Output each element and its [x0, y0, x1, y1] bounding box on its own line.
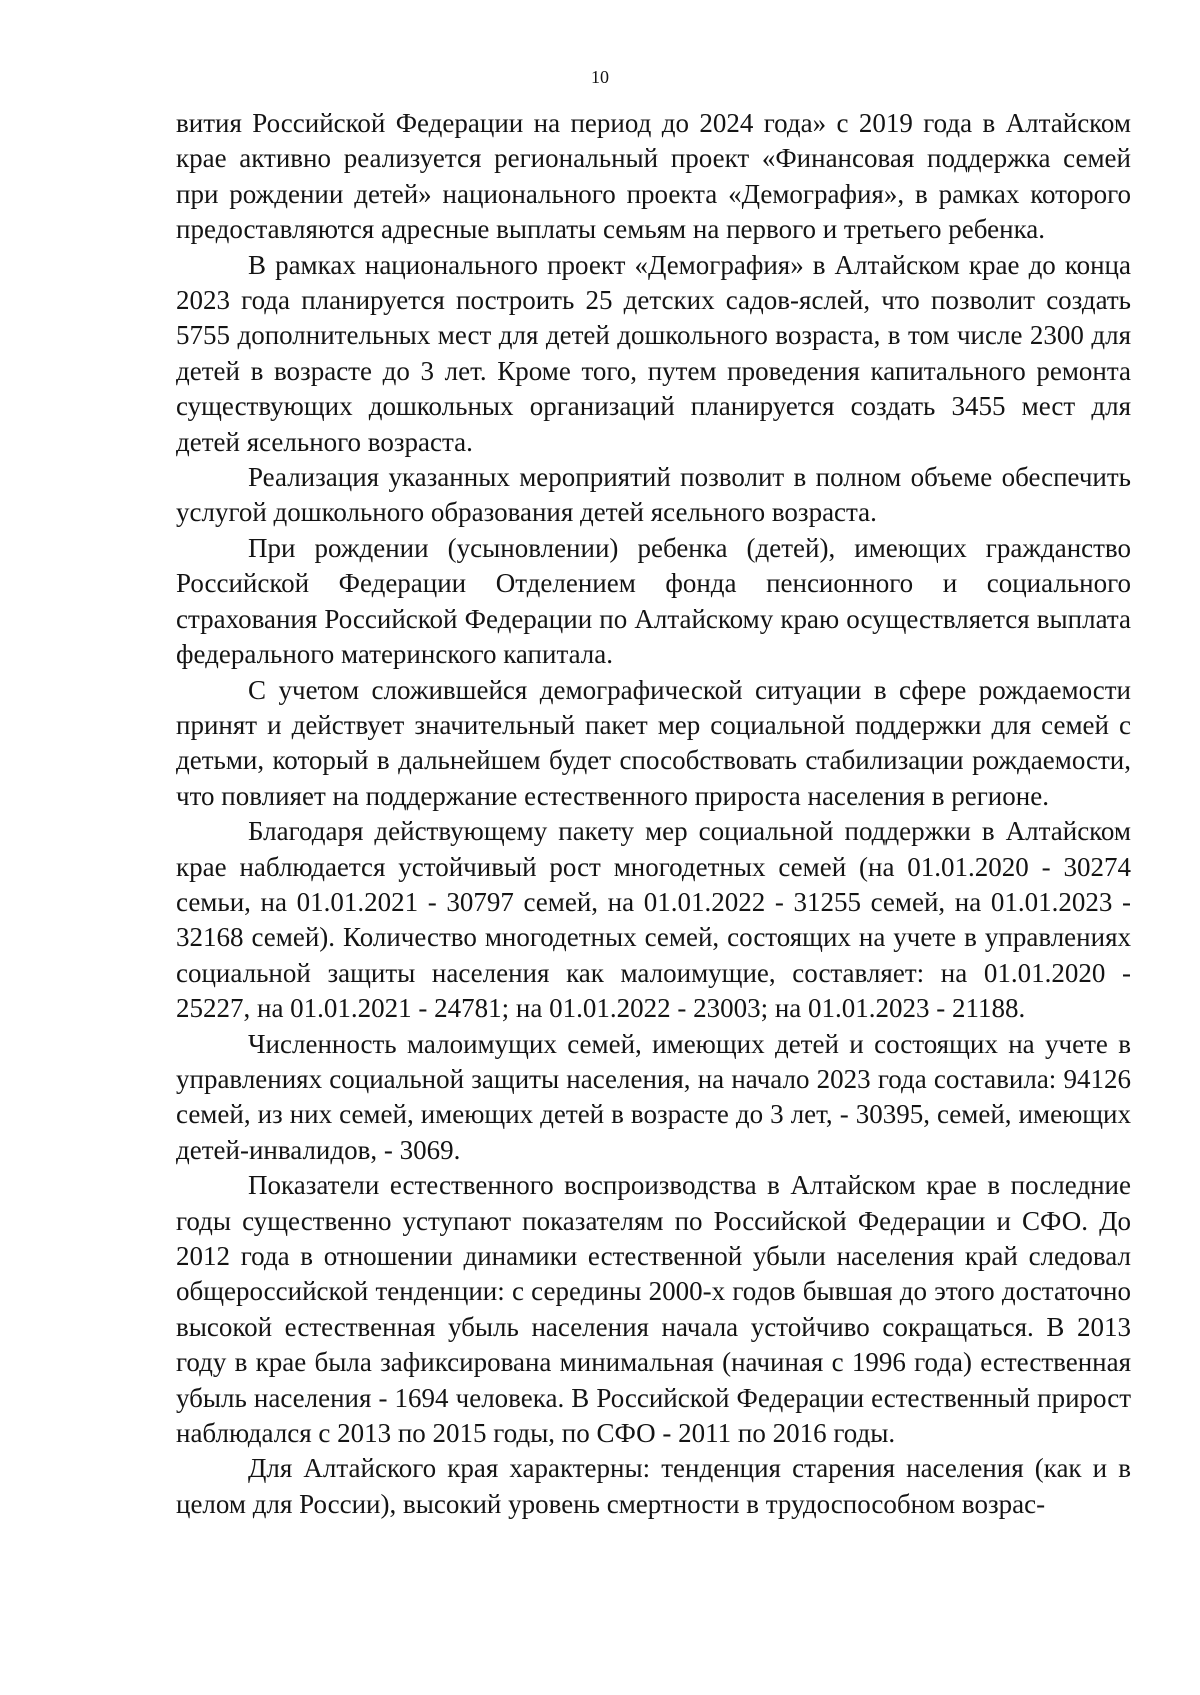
paragraph-3: Реализация указанных мероприятий позволит в полном объеме обеспечить услугой дошкольного образования детей ясельного возраста. — [176, 462, 1131, 528]
page-number: 10 — [591, 67, 609, 87]
paragraph-4: При рождении (усыновлении) ребенка (детей), имеющих гражданство Российской Федерации Отделением фонда пенсионного и социального страхования Российской Федерации по Алтайскому краю осуществляется выплата федерального материнского капитала. — [176, 532, 1131, 670]
paragraph-8: Показатели естественного воспроизводства в Алтайском крае в последние годы существенно уступают показателям по Российской Федерации и СФО. До 2012 года в отношении динамики естественной убыли населения край следовал общероссийской тенденции: с середины 2000-х годов бывшая до этого достаточно высокой естественная убыль населения начала устойчиво сокращаться. В 2013 году в крае была зафиксирована минимальная (начиная с 1996 года) естественная убыль населения - 1694 человека. В Российской Федерации естественный прирост наблюдался с 2013 по 2015 годы, по СФО - 2011 по 2016 годы. — [176, 1170, 1131, 1449]
body-text — [176, 106, 1131, 1522]
paragraph-1: вития Российской Федерации на период до 2024 года» с 2019 года в Алтайском крае активно реализуется региональный проект «Финансовая поддержка семей при рождении детей» национального проекта «Демография», в рамках которого предоставляются адресные выплаты семьям на первого и третьего ребенка. — [176, 108, 1131, 245]
paragraph-7: Численность малоимущих семей, имеющих детей и состоящих на учете в управлениях социальной защиты населения, на начало 2023 года составила: 94126 семей, из них семей, имеющих детей в возрасте до 3 лет, - 30395, семей, имеющих детей-инвалидов, - 3069. — [176, 1028, 1131, 1165]
paragraph-2: В рамках национального проект «Демография» в Алтайском крае до конца 2023 года планируется построить 25 детских садов-яслей, что позволит создать 5755 дополнительных мест для детей дошкольного возраста, в том числе 2300 для детей в возрасте до 3 лет. Кроме того, путем проведения капитального ремонта существующих дошкольных организаций планируется создать 3455 мест для детей ясельного возраста. — [176, 249, 1131, 457]
paragraph-6: Благодаря действующему пакету мер социальной поддержки в Алтайском крае наблюдается устойчивый рост многодетных семей (на 01.01.2020 - 30274 семьи, на 01.01.2021 - 30797 семей, на 01.01.2022 - 31255 семей, на 01.01.2023 - 32168 семей). Количество многодетных семей, состоящих на учете в управлениях социальной защиты населения как малоимущие, составляет: на 01.01.2020 - 25227, на 01.01.2021 - 24781; на 01.01.2022 - 23003; на 01.01.2023 - 21188. — [176, 816, 1131, 1024]
paragraph-5: С учетом сложившейся демографической ситуации в сфере рождаемости принят и действует значительный пакет мер социальной поддержки для семей с детьми, который в дальнейшем будет способствовать стабилизации рождаемости, что повлияет на поддержание естественного прироста населения в регионе. — [176, 674, 1131, 811]
paragraph-9: Для Алтайского края характерны: тенденция старения населения (как и в целом для России), высокий уровень смертности в трудоспособном возрас- — [176, 1453, 1131, 1519]
